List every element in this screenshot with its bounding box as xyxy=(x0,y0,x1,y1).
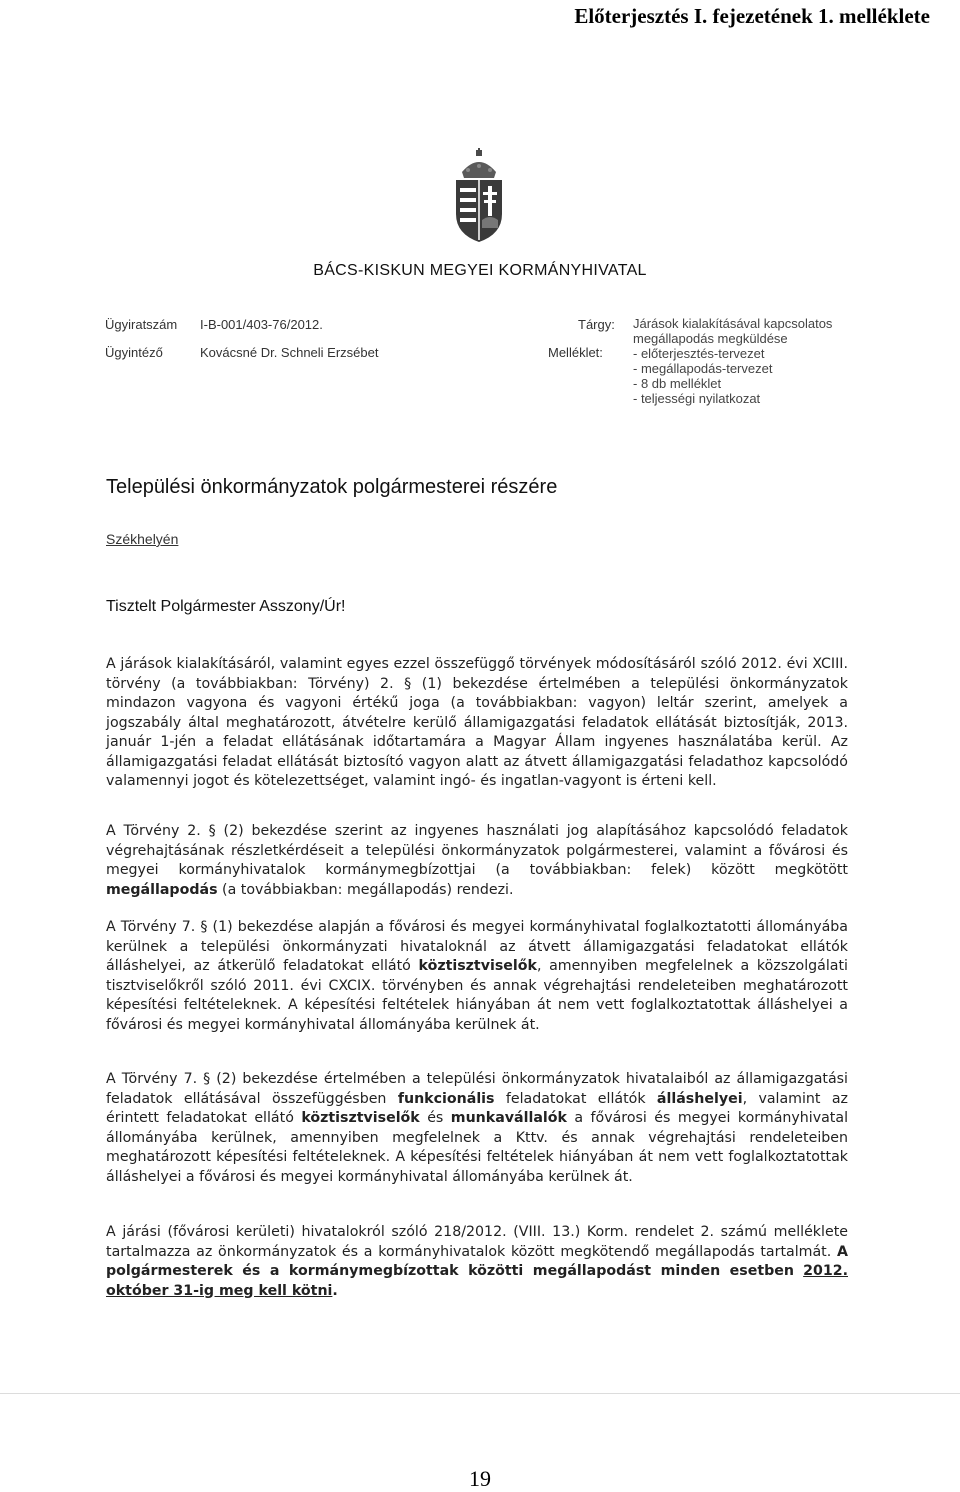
bold-term: köztisztviselők xyxy=(418,958,537,974)
subject-label: Tárgy: xyxy=(578,317,615,332)
page-number: 19 xyxy=(469,1466,491,1491)
bold-term: A polgármesterek és a kormánymegbízottak közötti megállapodást minden esetben xyxy=(106,1243,848,1279)
paragraph-3 xyxy=(106,918,848,1035)
salutation: Tisztelt Polgármester Asszony/Úr! xyxy=(106,598,346,615)
paragraph-text: A Törvény 7. § (2) bekezdése értelmében a települési önkormányzatok hivatalaiból az államigazgatási feladatok ellátásával összefüggésben xyxy=(106,1071,848,1107)
attachment-item: - megállapodás-tervezet xyxy=(633,361,773,376)
paragraph-text: A járások kialakításáról, valamint egyes ezzel összefüggő törvények módosításáról szóló 2012. évi XCIII. törvény (a továbbiakban: Törvény) 2. § (1) bekezdése értelmében a települési önkormányzatok mindazon vagyona és vagyoni értékű joga (a továbbiakban: vagyon) leltár szerint, amelyek a jogszabály által meghatározott, átvételre kerülő államigazgatási feladatok ellátását biztosítják, 2013. január 1-jén a feladat ellátásának időtartamára a Magyar Állam ingyenes használatába kerül. Az államigazgatási feladat ellátását biztosító vagyon alatt az átvett államigazgatási feladathoz kapcsolódó valamennyi jogot és kötelezettséget, valamint ingó- és ingatlan-vagyont is érteni kell. xyxy=(106,656,848,789)
paragraph-5 xyxy=(106,1223,848,1301)
subject-line: megállapodás megküldése xyxy=(633,331,788,346)
bold-term: álláshelyei xyxy=(656,1090,743,1107)
divider xyxy=(0,1393,960,1394)
bold-term: munkavállalók xyxy=(450,1110,567,1126)
deadline: 2012. október 31-ig meg kell kötni xyxy=(106,1263,848,1299)
paragraph-text: (a továbbiakban: megállapodás) rendezi. xyxy=(222,881,514,898)
clerk-name: Kovácsné Dr. Schneli Erzsébet xyxy=(200,345,379,360)
paragraph-text: és xyxy=(427,1110,444,1126)
bold-term: funkcionális xyxy=(397,1090,495,1107)
coat-of-arms-icon xyxy=(448,148,510,244)
bold-term: köztisztviselők xyxy=(301,1110,420,1126)
paragraph-text: A Törvény 2. § (2) bekezdése szerint az ingyenes használati jog alapításához kapcsolódó feladatok végrehajtásának részletkérdéseit a települési önkormányzatok polgármesterei, valamint a fővárosi és megyei kormányhivatalok kormánymegbízottjai (a továbbiakban: felek) között megkötött xyxy=(106,823,848,878)
attachment-item: - 8 db melléklet xyxy=(633,376,722,391)
paragraph-text: , valamint az érintett feladatokat ellátó xyxy=(106,1090,848,1126)
subject-line: Járások kialakításával kapcsolatos xyxy=(633,316,833,331)
paragraph-text: A Törvény 7. § (1) bekezdése alapján a fővárosi és megyei kormányhivatal foglalkoztatotti állományába kerülnek a települési önkormányzati hivataloknál az átvett államigazgatási feladatokat ellátók álláshelyei, az átkerülő feladatokat ellátó xyxy=(106,919,848,974)
file-number: I-B-001/403-76/2012. xyxy=(200,317,323,332)
paragraph-text: a fővárosi és megyei kormányhivatal állományába kerülnek, amennyiben megfelelnek a Kttv. és annak végrehajtási rendeleteiben meghatározott képesítési feltételeknek. A képesítési feltételek hiányában át nem vett foglalkoztatottak álláshelyei a fővárosi és megyei kormányhivatal állományába kerülnek át. xyxy=(106,1110,849,1185)
bold-term: . xyxy=(332,1282,338,1299)
bold-term: megállapodás xyxy=(106,881,218,898)
attachments-label: Melléklet: xyxy=(548,345,603,360)
attachment-item: - előterjesztés-tervezet xyxy=(633,346,765,361)
paragraph-2 xyxy=(106,822,848,900)
file-number-label: Ügyiratszám xyxy=(105,317,178,332)
paragraph-text: A járási (fővárosi kerületi) hivatalokról szóló 218/2012. (VIII. 13.) Korm. rendelet 2. számú melléklete tartalmazza az önkormányzatok és a kormányhivatalok között megkötendő megállapodás tartalmát. xyxy=(106,1224,848,1260)
clerk-label: Ügyintéző xyxy=(105,345,163,360)
subject-and-attachments xyxy=(633,316,893,406)
paragraph-text: feladatokat ellátók xyxy=(505,1090,646,1107)
paragraph-4 xyxy=(106,1070,848,1187)
paragraph-1 xyxy=(106,655,848,792)
paragraph-text: , amennyiben megfelelnek a közszolgálati tisztviselőkről szóló 2011. évi CXCIX. törvényben és annak végrehajtási rendeleteiben meghatározott képesítési feltételeknek. A képesítési feltételek hiányában át nem vett foglalkoztatottak álláshelyei a fővárosi és megyei kormányhivatal állományába kerülnek át. xyxy=(106,958,848,1033)
addressee: Települési önkormányzatok polgármesterei részére xyxy=(106,476,558,498)
attachment-item: - teljességi nyilatkozat xyxy=(633,391,761,406)
seat-line: Székhelyén xyxy=(106,531,179,547)
agency-name: BÁCS-KISKUN MEGYEI KORMÁNYHIVATAL xyxy=(313,262,647,279)
page-header: Előterjesztés I. fejezetének 1. melléklete xyxy=(574,4,930,28)
